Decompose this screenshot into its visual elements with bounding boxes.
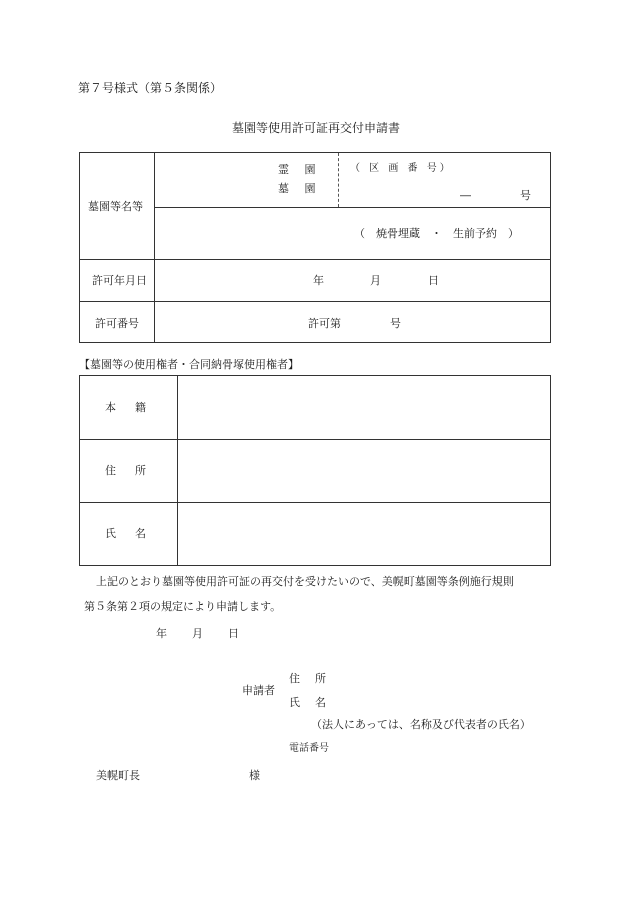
table1-row-divider-1 xyxy=(79,259,551,260)
addressee-name: 美幌町長 xyxy=(96,769,140,782)
application-date-year: 年 xyxy=(156,627,167,640)
application-date-day: 日 xyxy=(228,627,239,640)
section-go: 号 xyxy=(520,189,531,202)
section-dash: ― xyxy=(460,189,471,202)
table1-row-divider-2 xyxy=(79,301,551,302)
burial-options: （ 焼骨埋蔵 ・ 生前予約 ） xyxy=(354,227,519,240)
applicant-phone-label: 電話番号 xyxy=(289,743,329,754)
boen-label: 墓 園 xyxy=(278,182,322,195)
body-text-line-2: 第５条第２項の規定により申請します。 xyxy=(84,600,282,613)
reien-label: 霊 園 xyxy=(278,163,322,176)
applicant-address-label: 住 所 xyxy=(289,672,328,685)
addressee-honorific: 様 xyxy=(249,769,260,782)
table2-column-divider xyxy=(177,375,178,566)
application-date-month: 月 xyxy=(192,627,203,640)
permit-number-suffix: 号 xyxy=(390,317,401,330)
permit-info-table xyxy=(79,152,551,343)
applicant-label: 申請者 xyxy=(242,684,275,697)
table1-inner-divider xyxy=(154,207,551,208)
shimei-label: 氏 名 xyxy=(105,527,150,540)
honseki-label: 本 籍 xyxy=(105,401,150,414)
permit-date-label: 許可年月日 xyxy=(92,274,147,287)
section-dashed-divider xyxy=(338,153,339,207)
grave-name-label: 墓園等名等 xyxy=(88,200,143,213)
table2-row-divider-2 xyxy=(79,502,551,503)
page-title: 墓園等使用許可証再交付申請書 xyxy=(232,121,401,135)
corporate-note: （法人にあっては、名称及び代表者の氏名） xyxy=(311,718,531,731)
section-number-label: （ 区 画 番 号） xyxy=(350,163,453,174)
table2-row-divider-1 xyxy=(79,439,551,440)
permit-date-month: 月 xyxy=(370,274,381,287)
jusho-label: 住 所 xyxy=(105,464,150,477)
permit-date-year: 年 xyxy=(313,274,324,287)
form-number: 第７号様式（第５条関係） xyxy=(78,81,223,95)
rights-holder-section-title: 【墓園等の使用権者・合同納骨塚使用権者】 xyxy=(79,358,299,371)
applicant-name-label: 氏 名 xyxy=(289,696,328,709)
table1-column-divider xyxy=(154,152,155,343)
body-text-line-1: 上記のとおり墓園等使用許可証の再交付を受けたいので、美幌町墓園等条例施行規則 xyxy=(96,575,514,588)
permit-number-prefix: 許可第 xyxy=(308,317,341,330)
permit-number-label: 許可番号 xyxy=(95,317,139,330)
permit-date-day: 日 xyxy=(428,274,439,287)
